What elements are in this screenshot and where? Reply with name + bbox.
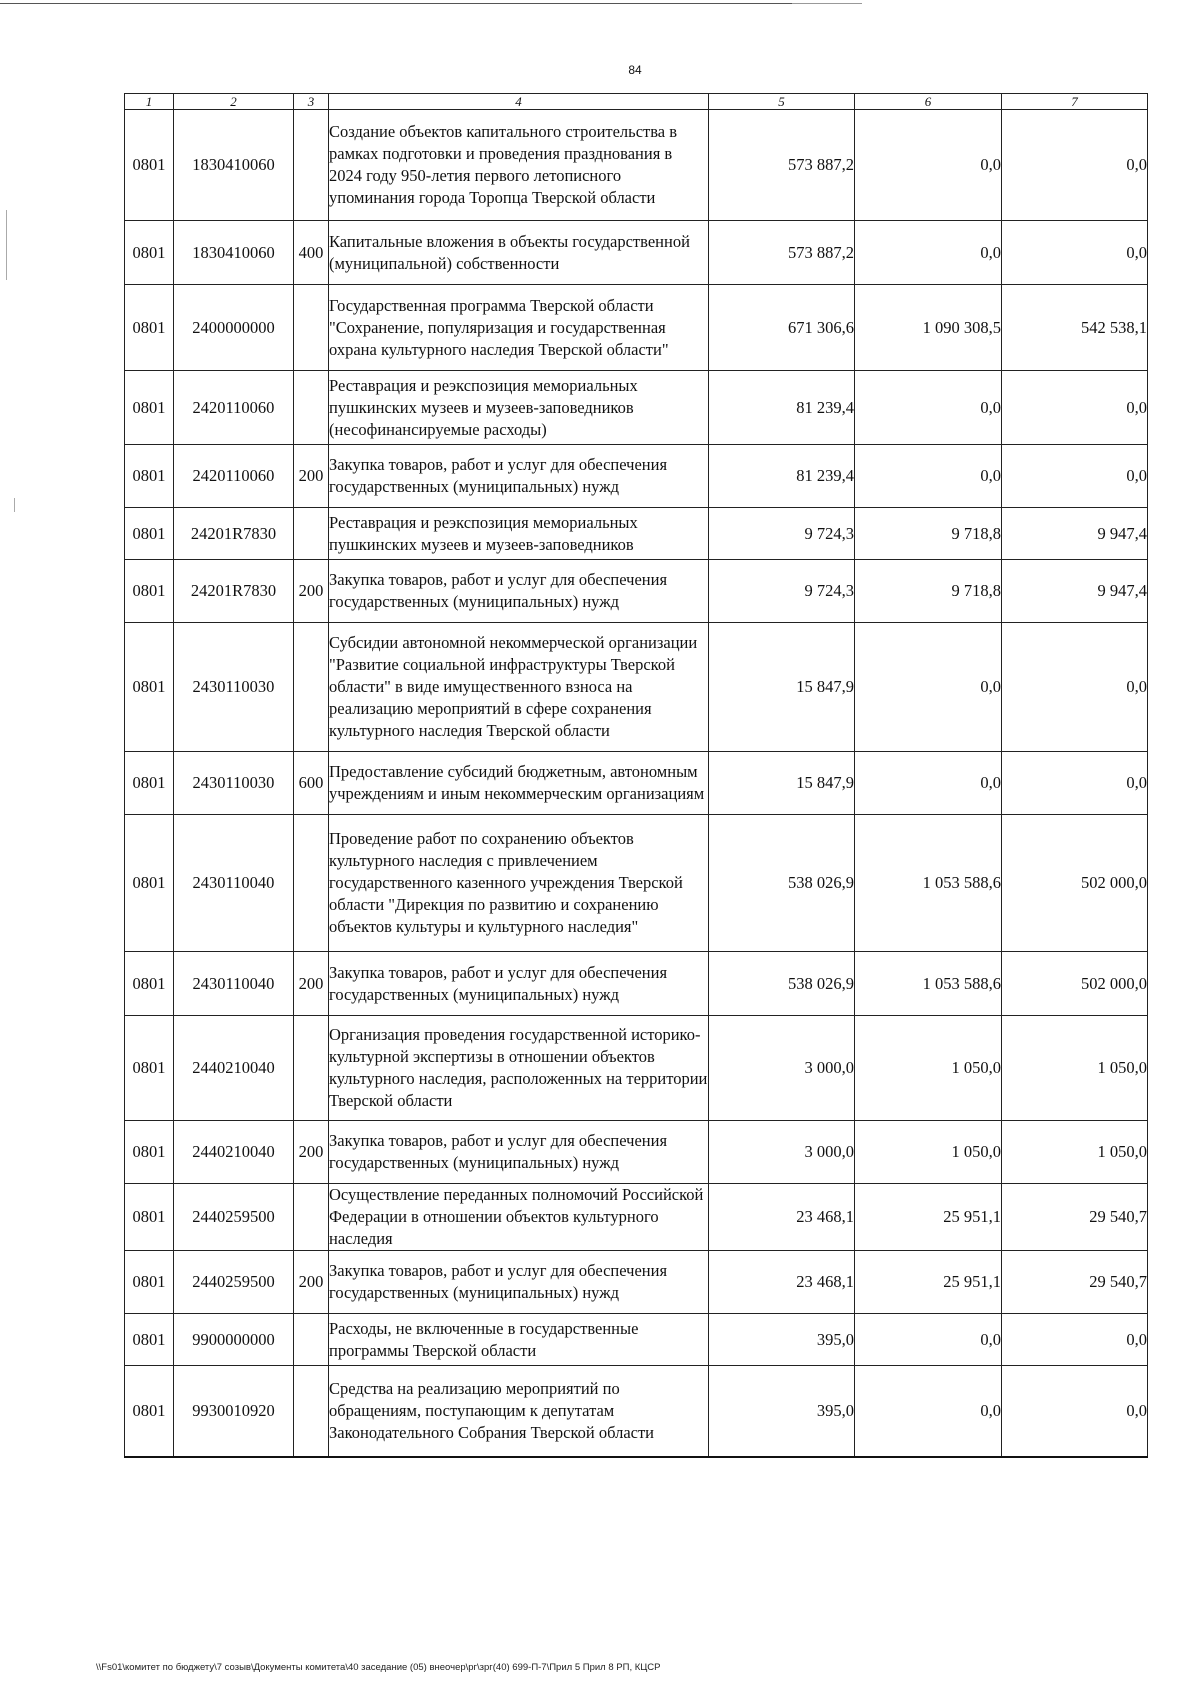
target-article-code: 9900000000: [174, 1314, 294, 1366]
expense-name: Реставрация и реэкспозиция мемориальных пушкинских музеев и музеев-заповедников: [329, 508, 709, 560]
amount-year-3: 0,0: [1002, 1314, 1148, 1366]
amount-year-3: 1 050,0: [1002, 1016, 1148, 1121]
amount-year-3: 0,0: [1002, 221, 1148, 285]
expense-type-code: 400: [294, 221, 329, 285]
table-row: [125, 623, 1148, 752]
amount-year-2: 1 053 588,6: [855, 815, 1002, 952]
column-header: 6: [855, 94, 1002, 110]
section-code: 0801: [125, 952, 174, 1016]
scan-margin-mark: [6, 210, 7, 280]
amount-year-2: 0,0: [855, 445, 1002, 508]
table-row: [125, 560, 1148, 623]
amount-year-2: 0,0: [855, 1366, 1002, 1457]
amount-year-1: 81 239,4: [709, 371, 855, 445]
expense-name: Закупка товаров, работ и услуг для обеспечения государственных (муниципальных) нужд: [329, 952, 709, 1016]
amount-year-3: 0,0: [1002, 752, 1148, 815]
expense-type-code: [294, 371, 329, 445]
amount-year-1: 395,0: [709, 1314, 855, 1366]
target-article-code: 2440210040: [174, 1016, 294, 1121]
target-article-code: 2420110060: [174, 371, 294, 445]
amount-year-3: 9 947,4: [1002, 508, 1148, 560]
amount-year-2: 0,0: [855, 371, 1002, 445]
top-scan-line: [0, 3, 860, 4]
column-header: 7: [1002, 94, 1148, 110]
target-article-code: 24201R7830: [174, 560, 294, 623]
expense-name: Организация проведения государственной историко-культурной экспертизы в отношении объектов культурного наследия, расположенных на территории Тверской области: [329, 1016, 709, 1121]
target-article-code: 24201R7830: [174, 508, 294, 560]
target-article-code: 2430110040: [174, 952, 294, 1016]
amount-year-3: 0,0: [1002, 1366, 1148, 1457]
table-row: [125, 1251, 1148, 1314]
expense-name: Реставрация и реэкспозиция мемориальных пушкинских музеев и музеев-заповедников (несофинансируемые расходы): [329, 371, 709, 445]
amount-year-3: 0,0: [1002, 371, 1148, 445]
amount-year-3: 0,0: [1002, 623, 1148, 752]
section-code: 0801: [125, 815, 174, 952]
budget-table: [124, 93, 1148, 1458]
section-code: 0801: [125, 285, 174, 371]
amount-year-2: 1 050,0: [855, 1016, 1002, 1121]
expense-type-code: [294, 1184, 329, 1251]
page-number: 84: [628, 63, 642, 77]
file-path-footer: \\Fs01\комитет по бюджету\7 созыв\Документы комитета\40 заседание (05) внеочер\рг\зрг(40) 699-П-7\Прил 5 Прил 8 РП, КЦСР: [96, 1662, 661, 1673]
expense-name: Проведение работ по сохранению объектов культурного наследия с привлечением государственного казенного учреждения Тверской области "Дирекция по развитию и сохранению объектов культуры и культурного наследия": [329, 815, 709, 952]
expense-type-code: [294, 815, 329, 952]
expense-name: Осуществление переданных полномочий Российской Федерации в отношении объектов культурного наследия: [329, 1184, 709, 1251]
amount-year-1: 15 847,9: [709, 752, 855, 815]
amount-year-1: 671 306,6: [709, 285, 855, 371]
amount-year-3: 29 540,7: [1002, 1184, 1148, 1251]
section-code: 0801: [125, 1366, 174, 1457]
column-header: 1: [125, 94, 174, 110]
amount-year-1: 15 847,9: [709, 623, 855, 752]
table-body: [125, 110, 1148, 1457]
expense-name: Расходы, не включенные в государственные программы Тверской области: [329, 1314, 709, 1366]
amount-year-3: 1 050,0: [1002, 1121, 1148, 1184]
column-header: 3: [294, 94, 329, 110]
expense-name: Предоставление субсидий бюджетным, автономным учреждениям и иным некоммерческим организациям: [329, 752, 709, 815]
expense-type-code: [294, 623, 329, 752]
section-code: 0801: [125, 1314, 174, 1366]
amount-year-1: 538 026,9: [709, 952, 855, 1016]
amount-year-3: 9 947,4: [1002, 560, 1148, 623]
table-row: [125, 1184, 1148, 1251]
section-code: 0801: [125, 508, 174, 560]
table-row: [125, 952, 1148, 1016]
section-code: 0801: [125, 221, 174, 285]
expense-name: Субсидии автономной некоммерческой организации "Развитие социальной инфраструктуры Тверской области" в виде имущественного взноса на реализацию мероприятий в сфере сохранения культурного наследия Тверской области: [329, 623, 709, 752]
amount-year-1: 9 724,3: [709, 560, 855, 623]
section-code: 0801: [125, 1016, 174, 1121]
top-scan-line-secondary: [792, 3, 862, 4]
table-row: [125, 221, 1148, 285]
amount-year-1: 23 468,1: [709, 1184, 855, 1251]
amount-year-3: 502 000,0: [1002, 815, 1148, 952]
column-header: 5: [709, 94, 855, 110]
expense-name: Средства на реализацию мероприятий по обращениям, поступающим к депутатам Законодательного Собрания Тверской области: [329, 1366, 709, 1457]
table-row: [125, 815, 1148, 952]
amount-year-2: 1 090 308,5: [855, 285, 1002, 371]
table-row: [125, 1121, 1148, 1184]
amount-year-2: 0,0: [855, 110, 1002, 221]
column-header: 2: [174, 94, 294, 110]
target-article-code: 2430110030: [174, 623, 294, 752]
expense-type-code: 200: [294, 560, 329, 623]
amount-year-2: 0,0: [855, 752, 1002, 815]
amount-year-2: 1 050,0: [855, 1121, 1002, 1184]
target-article-code: 2430110040: [174, 815, 294, 952]
amount-year-1: 3 000,0: [709, 1016, 855, 1121]
expense-type-code: 200: [294, 952, 329, 1016]
table-row: [125, 445, 1148, 508]
section-code: 0801: [125, 445, 174, 508]
expense-type-code: [294, 1366, 329, 1457]
amount-year-2: 9 718,8: [855, 508, 1002, 560]
target-article-code: 2440259500: [174, 1184, 294, 1251]
section-code: 0801: [125, 371, 174, 445]
amount-year-1: 395,0: [709, 1366, 855, 1457]
table-row: [125, 508, 1148, 560]
amount-year-2: 1 053 588,6: [855, 952, 1002, 1016]
target-article-code: 2440210040: [174, 1121, 294, 1184]
expense-name: Закупка товаров, работ и услуг для обеспечения государственных (муниципальных) нужд: [329, 1121, 709, 1184]
target-article-code: 2430110030: [174, 752, 294, 815]
section-code: 0801: [125, 560, 174, 623]
amount-year-2: 9 718,8: [855, 560, 1002, 623]
amount-year-2: 25 951,1: [855, 1251, 1002, 1314]
column-number-row: [125, 94, 1148, 110]
table-row: [125, 285, 1148, 371]
expense-name: Создание объектов капитального строительства в рамках подготовки и проведения празднования в 2024 году 950-летия первого летописного упоминания города Торопца Тверской области: [329, 110, 709, 221]
column-header: 4: [329, 94, 709, 110]
amount-year-2: 0,0: [855, 1314, 1002, 1366]
amount-year-3: 0,0: [1002, 110, 1148, 221]
amount-year-2: 25 951,1: [855, 1184, 1002, 1251]
target-article-code: 2420110060: [174, 445, 294, 508]
expense-name: Закупка товаров, работ и услуг для обеспечения государственных (муниципальных) нужд: [329, 1251, 709, 1314]
table-row: [125, 371, 1148, 445]
amount-year-3: 502 000,0: [1002, 952, 1148, 1016]
expense-type-code: [294, 1314, 329, 1366]
expense-type-code: 200: [294, 1121, 329, 1184]
amount-year-1: 23 468,1: [709, 1251, 855, 1314]
table-row: [125, 752, 1148, 815]
table-row: [125, 1314, 1148, 1366]
amount-year-2: 0,0: [855, 623, 1002, 752]
target-article-code: 1830410060: [174, 110, 294, 221]
amount-year-3: 0,0: [1002, 445, 1148, 508]
expense-type-code: [294, 1016, 329, 1121]
table-row: [125, 1016, 1148, 1121]
scan-margin-mark: [14, 498, 15, 512]
amount-year-1: 81 239,4: [709, 445, 855, 508]
target-article-code: 2440259500: [174, 1251, 294, 1314]
section-code: 0801: [125, 752, 174, 815]
section-code: 0801: [125, 623, 174, 752]
amount-year-1: 3 000,0: [709, 1121, 855, 1184]
amount-year-2: 0,0: [855, 221, 1002, 285]
amount-year-1: 9 724,3: [709, 508, 855, 560]
expense-type-code: [294, 110, 329, 221]
section-code: 0801: [125, 1184, 174, 1251]
amount-year-3: 542 538,1: [1002, 285, 1148, 371]
amount-year-1: 573 887,2: [709, 221, 855, 285]
target-article-code: 2400000000: [174, 285, 294, 371]
amount-year-3: 29 540,7: [1002, 1251, 1148, 1314]
expense-type-code: 600: [294, 752, 329, 815]
section-code: 0801: [125, 110, 174, 221]
expense-name: Закупка товаров, работ и услуг для обеспечения государственных (муниципальных) нужд: [329, 445, 709, 508]
target-article-code: 9930010920: [174, 1366, 294, 1457]
expense-type-code: [294, 508, 329, 560]
section-code: 0801: [125, 1251, 174, 1314]
table-row: [125, 110, 1148, 221]
table-row: [125, 1366, 1148, 1457]
section-code: 0801: [125, 1121, 174, 1184]
expense-type-code: 200: [294, 445, 329, 508]
expense-type-code: 200: [294, 1251, 329, 1314]
expense-name: Капитальные вложения в объекты государственной (муниципальной) собственности: [329, 221, 709, 285]
expense-name: Закупка товаров, работ и услуг для обеспечения государственных (муниципальных) нужд: [329, 560, 709, 623]
expense-name: Государственная программа Тверской области "Сохранение, популяризация и государственная охрана культурного наследия Тверской области": [329, 285, 709, 371]
expense-type-code: [294, 285, 329, 371]
amount-year-1: 573 887,2: [709, 110, 855, 221]
amount-year-1: 538 026,9: [709, 815, 855, 952]
target-article-code: 1830410060: [174, 221, 294, 285]
